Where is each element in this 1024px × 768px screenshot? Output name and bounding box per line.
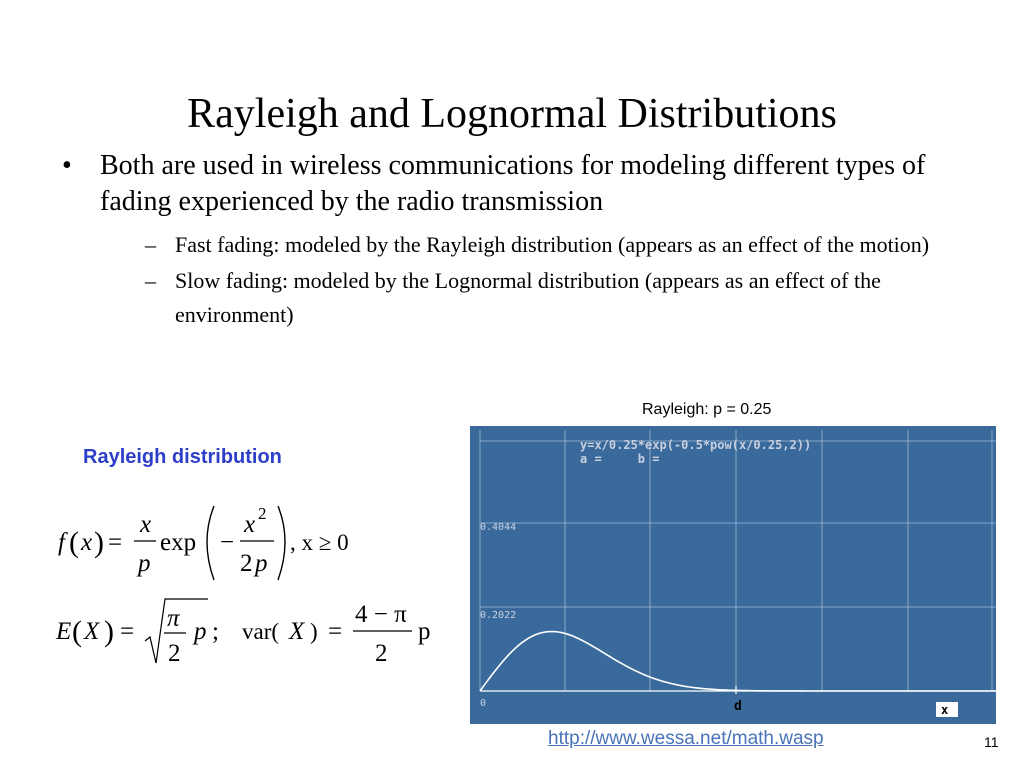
formula-rparen: ) xyxy=(94,526,104,559)
bullet-dot: • xyxy=(62,150,72,181)
big-left-paren xyxy=(207,506,214,580)
sub-bullet-fast-fading xyxy=(145,228,975,262)
source-link[interactable]: http://www.wessa.net/math.wasp xyxy=(548,728,824,749)
formula-close: ) xyxy=(310,619,318,644)
formula-two: 2 xyxy=(168,640,181,667)
bullet-list xyxy=(62,148,982,332)
bullet-main-text: Both are used in wireless communications for modeling different types of fading experienced by the radio transmission xyxy=(100,150,926,217)
formula-var: var( xyxy=(242,619,280,644)
x-axis-label: d xyxy=(734,699,742,714)
page-number: 11 xyxy=(984,734,999,750)
formula-X: X xyxy=(84,618,100,645)
formula-lparen: ( xyxy=(72,615,82,648)
formula-num: 4 − π xyxy=(355,601,407,628)
y-tick-label: 0.4044 xyxy=(480,522,517,533)
section-label: Rayleigh distribution xyxy=(83,446,282,468)
formula-exp: exp xyxy=(160,529,197,556)
formula-x: x xyxy=(81,529,93,556)
formula-X2: X xyxy=(289,618,305,645)
slide-title: Rayleigh and Lognormal Distributions xyxy=(187,91,837,137)
formula-E: E xyxy=(56,618,72,645)
y-tick-label: 0.2022 xyxy=(480,610,517,621)
chart-caption: Rayleigh: p = 0.25 xyxy=(642,401,772,418)
formula-inner-2: 2 xyxy=(240,550,253,577)
formula-rparen: ) xyxy=(104,615,114,648)
formula-eq: = xyxy=(108,529,123,556)
sub-bullet-slow-fading xyxy=(145,264,975,332)
formula-minus: − xyxy=(220,529,235,556)
sub-bullet-text: Fast fading: modeled by the Rayleigh distribution (appears as an effect of the motion) xyxy=(175,232,930,257)
formula-eq: = xyxy=(120,618,135,645)
sub-bullet-text: Slow fading: modeled by the Lognormal distribution (appears as an effect of the environment) xyxy=(175,268,881,327)
formula-inner-p: p xyxy=(255,550,268,577)
formula-p: p xyxy=(194,618,207,645)
formula-lparen: ( xyxy=(69,526,79,559)
chart-formula-text: y=x/0.25*exp(-0.5*pow(x/0.25,2)) xyxy=(580,438,812,452)
formula-pi: π xyxy=(167,605,180,632)
big-right-paren xyxy=(278,506,285,580)
bullet-main xyxy=(62,148,982,220)
formula-eq2: = xyxy=(328,618,343,645)
rayleigh-chart xyxy=(470,426,996,724)
formula-inner-exp: 2 xyxy=(258,504,267,523)
formula-semicolon: ; xyxy=(212,618,219,645)
chart-params-text: a = b = xyxy=(580,452,660,466)
formula-inner-x: x xyxy=(244,511,256,538)
formula-den-p: p xyxy=(138,550,151,577)
rayleigh-pdf-formula xyxy=(52,494,382,589)
formula-p2: p xyxy=(418,618,431,645)
formula-den: 2 xyxy=(375,640,388,667)
rayleigh-moments-formula xyxy=(52,595,452,670)
x-button-label[interactable]: x xyxy=(941,703,949,717)
formula-f: f xyxy=(58,529,65,556)
sub-bullet-dash: – xyxy=(145,232,156,257)
formula-condition: , x ≥ 0 xyxy=(290,530,349,555)
formula-num-x: x xyxy=(140,511,152,538)
chart-background xyxy=(470,426,996,724)
sub-bullet-dash: – xyxy=(145,268,156,293)
y-tick-label: 0 xyxy=(480,698,487,709)
